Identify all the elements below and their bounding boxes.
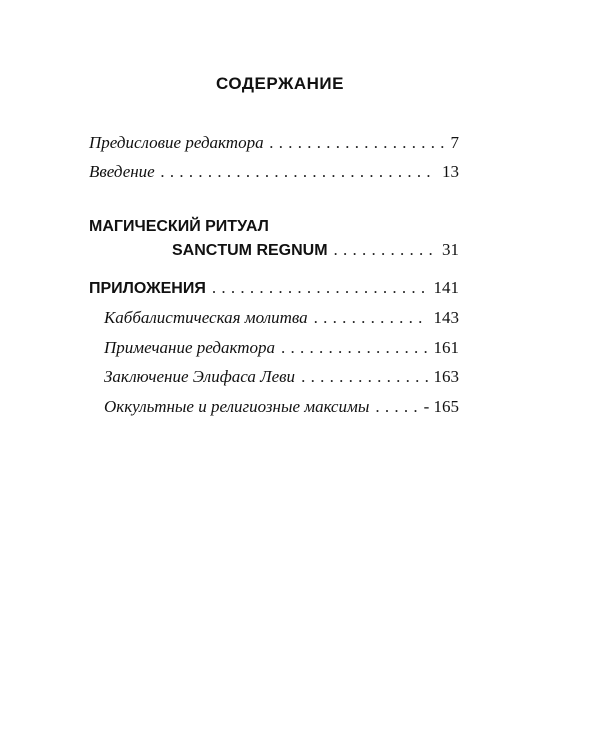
toc-entry-page: 7 [450,133,459,152]
toc-entry-page: 31 [442,240,459,259]
page-title: СОДЕРЖАНИЕ [216,74,344,93]
dot-leader [270,133,445,153]
toc-entry-appendices [89,278,459,298]
toc-entry-label: Введение [89,162,155,181]
dot-leader [161,162,436,182]
toc-subentry [104,367,459,387]
dot-leader [334,240,436,260]
toc-entry-page: 161 [433,338,459,357]
toc-subentry [104,397,459,417]
toc-entry-page: 143 [433,308,459,327]
dot-leader [212,278,428,298]
toc-entry-label: Примечание редактора [104,338,276,357]
toc-entry-label: Оккультные и религиозные максимы [104,397,370,416]
toc-entry-label: Предисловие редактора [89,133,264,152]
section-heading-ritual: МАГИЧЕСКИЙ РИТУАЛ [89,218,269,235]
toc-entry-preface [89,133,459,153]
dot-leader [375,397,417,417]
toc-entry-page: 141 [433,278,459,297]
toc-subentry [104,308,459,328]
toc-entry-introduction [89,162,459,182]
dot-leader [314,308,428,328]
dot-leader [281,338,427,358]
section-heading-appendices: ПРИЛОЖЕНИЯ [89,280,206,297]
toc-entry-page: 13 [442,162,459,181]
dot-leader [301,367,427,387]
toc-entry-label: Заключение Элифаса Леви [104,367,296,386]
toc-subentry [104,338,459,358]
toc-entry-label: SANCTUM REGNUM [172,242,328,259]
toc-entry-sanctum-regnum [172,240,459,260]
toc-entry-label: Каббалистическая молитва [104,308,308,327]
toc-entry-page: 163 [433,367,459,386]
toc-entry-page: - 165 [423,397,459,416]
